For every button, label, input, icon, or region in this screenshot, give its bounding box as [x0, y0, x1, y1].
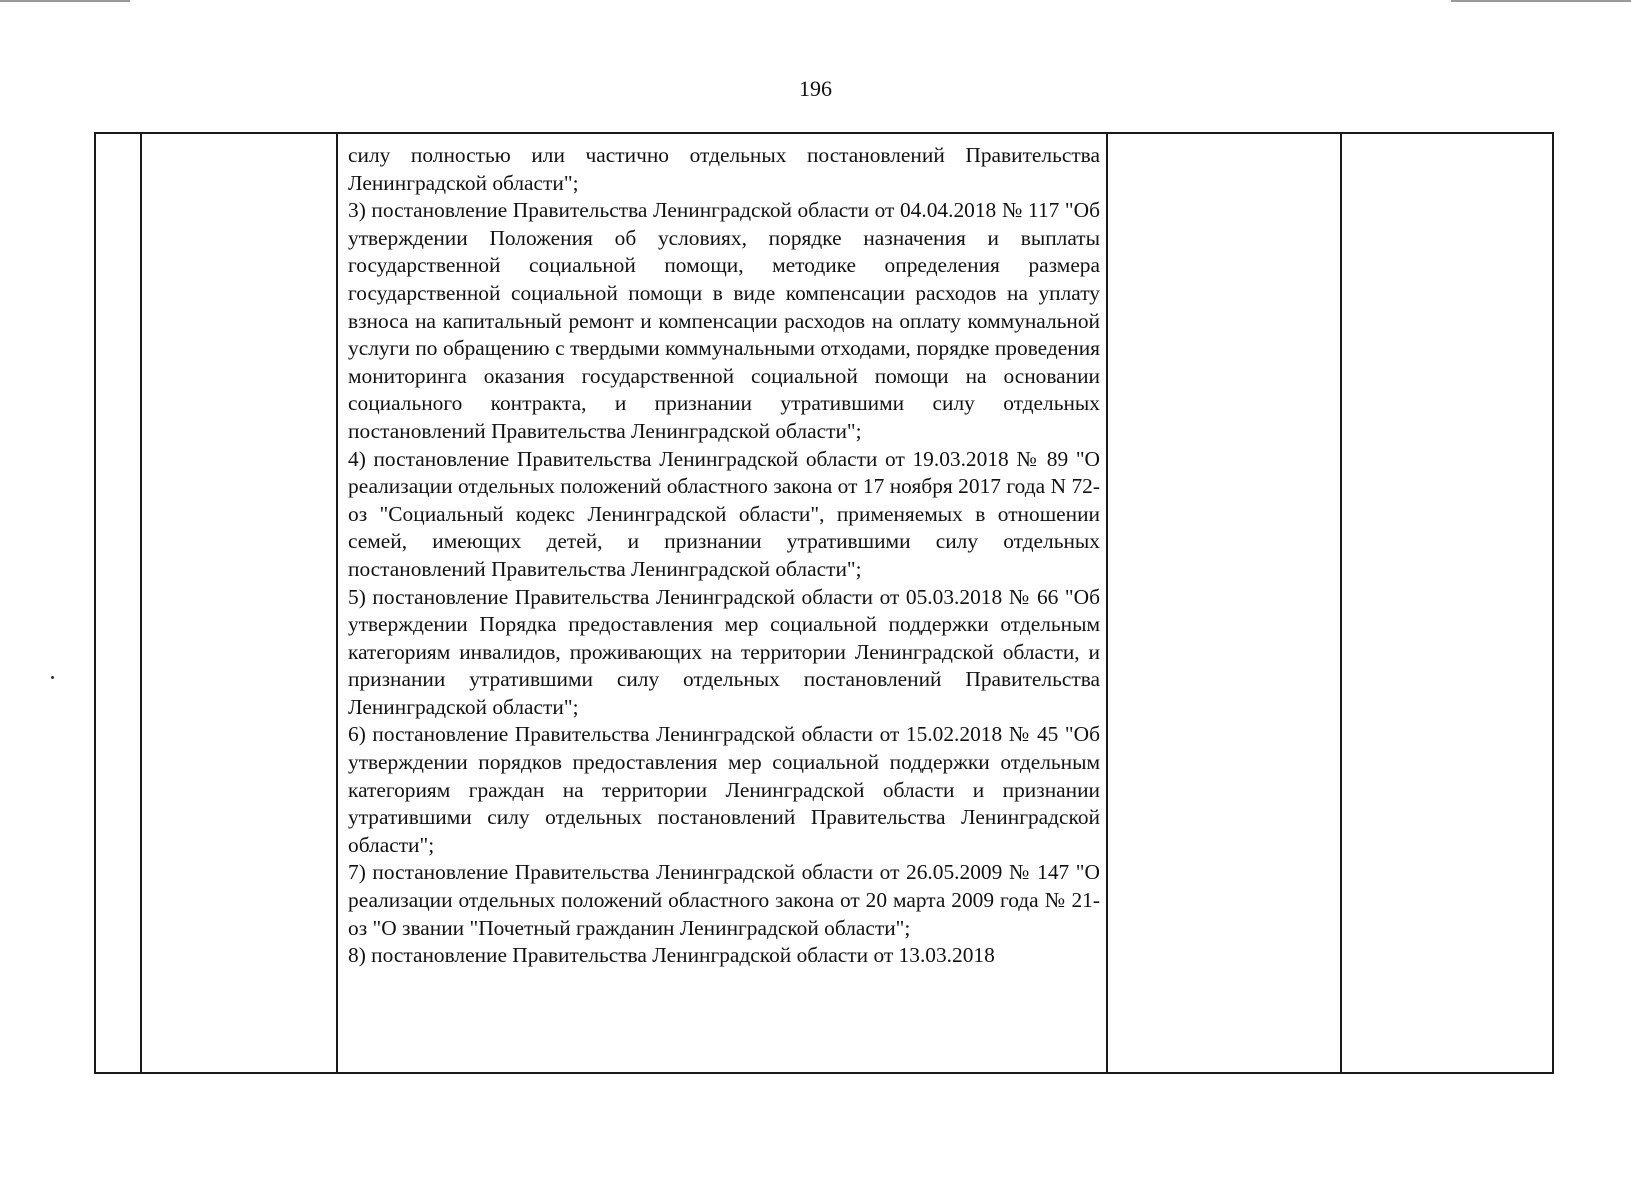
- paragraph: силу полностью или частично отдельных постановлений Правительства Ленинградской области";: [348, 143, 1100, 195]
- paragraph: 7) постановление Правительства Ленинградской области от 26.05.2009 № 147 "О реализации отдельных положений областного закона от 20 марта 2009 года № 21-оз "О звании "Почетный гражданин Ленинградской области";: [348, 860, 1100, 940]
- paragraph: 4) постановление Правительства Ленинградской области от 19.03.2018 № 89 "О реализации отдельных положений областного закона от 17 ноября 2017 года N 72-оз "Социальный кодекс Ленинградской области", применяемых в отношении семей, имеющих детей, и признании утратившими силу отдельных постановлений Правительства Ленинградской области";: [348, 446, 1100, 581]
- table-cell-empty: [1107, 133, 1341, 1073]
- table-cell-name: [141, 133, 337, 1073]
- cell-text-block: [338, 134, 1106, 970]
- table-cell-empty: [1341, 133, 1553, 1073]
- paragraph: 5) постановление Правительства Ленинградской области от 05.03.2018 № 66 "Об утверждении Порядка предоставления мер социальной поддержки отдельным категориям инвалидов, проживающих на территории Ленинградской области, и признании утратившими силу отдельных постановлений Правительства Ленинградской области";: [348, 584, 1100, 719]
- page-number: 196: [799, 76, 832, 101]
- paragraph: 6) постановление Правительства Ленинградской области от 15.02.2018 № 45 "Об утверждении порядков предоставления мер социальной поддержки отдельным категориям граждан на территории Ленинградской области и признании утратившими силу отдельных постановлений Правительства Ленинградской области";: [348, 722, 1100, 857]
- table-row: [95, 133, 1553, 1073]
- document-table: [94, 132, 1554, 1074]
- scan-speck: [51, 676, 54, 679]
- scan-edge-mark: [0, 0, 130, 2]
- table-cell-content: [337, 133, 1107, 1073]
- paragraph: 3) постановление Правительства Ленинградской области от 04.04.2018 № 117 "Об утверждении Положения об условиях, порядке назначения и выплаты государственной социальной помощи, методике определения размера государственной социальной помощи в виде компенсации расходов на уплату взноса на капитальный ремонт и компенсации расходов на оплату коммунальной услуги по обращению с твердыми коммунальными отходами, порядке проведения мониторинга оказания государственной социальной помощи на основании социального контракта, и признании утратившими силу отдельных постановлений Правительства Ленинградской области";: [348, 198, 1100, 443]
- scan-edge-mark: [1451, 0, 1631, 2]
- table-cell-number: [95, 133, 141, 1073]
- paragraph: 8) постановление Правительства Ленинградской области от 13.03.2018: [348, 943, 995, 968]
